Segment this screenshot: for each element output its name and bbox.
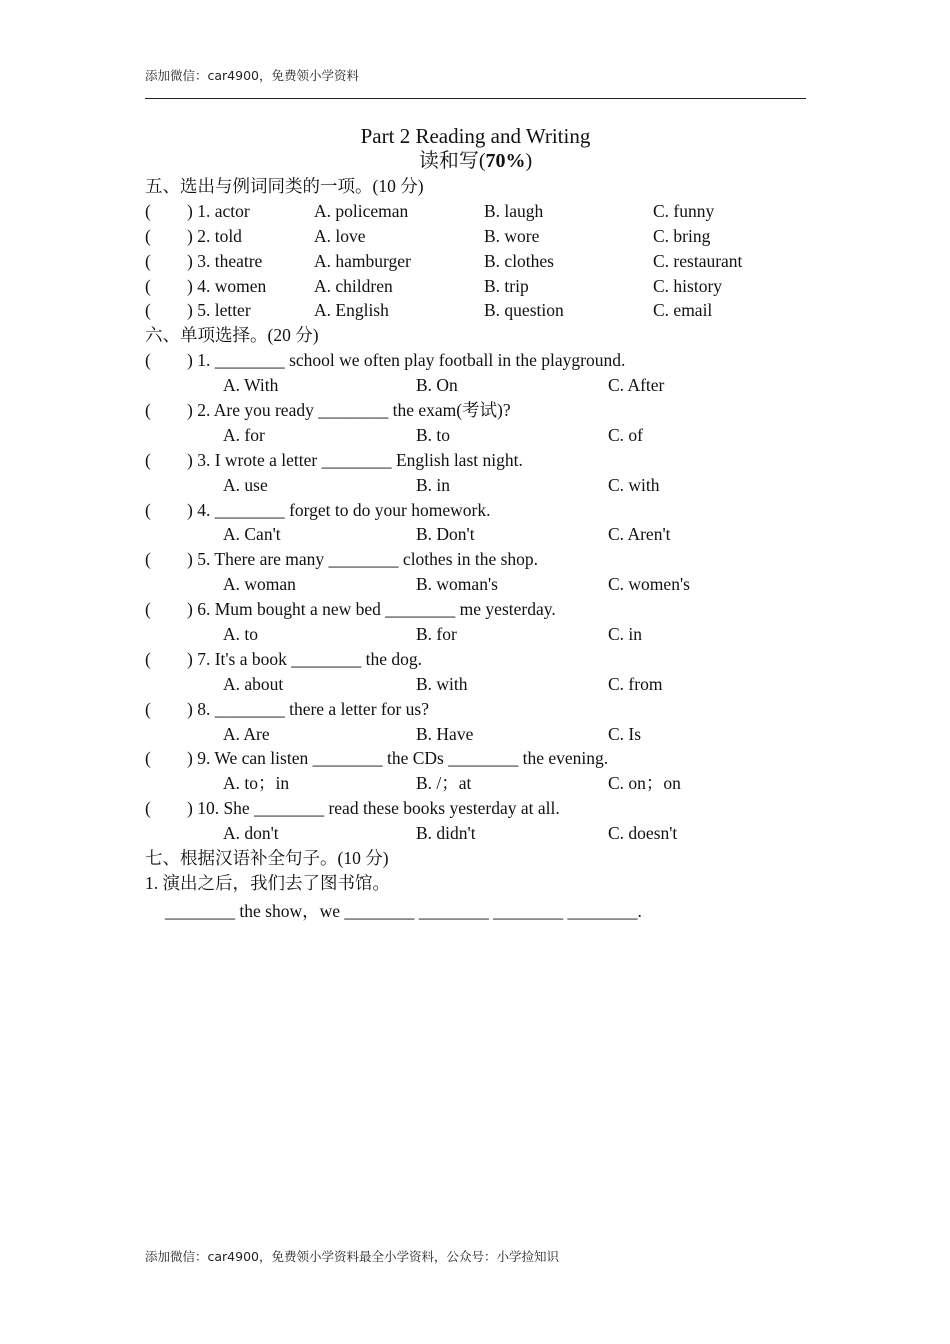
- page-subtitle: [145, 149, 806, 174]
- option-c: C. Aren't: [608, 524, 671, 545]
- question-text: ) 2. Are you ready ________ the exam(考试)?: [187, 400, 511, 421]
- option-c: C. of: [608, 424, 643, 445]
- answer-paren: (: [145, 400, 151, 421]
- section6-heading: 六、单项选择。(20 分): [145, 325, 319, 346]
- question-word: ) 3. theatre: [187, 250, 263, 271]
- option-a: A. policeman: [314, 200, 409, 221]
- option-b: B. woman's: [416, 574, 498, 595]
- option-c: C. restaurant: [653, 250, 743, 271]
- section6-options: [145, 622, 806, 647]
- option-a: A. don't: [223, 823, 279, 844]
- section6-options: [145, 722, 806, 747]
- answer-paren: (: [145, 748, 151, 769]
- option-c: C. in: [608, 624, 643, 645]
- section5-item: [145, 224, 806, 249]
- option-b: B. didn't: [416, 823, 476, 844]
- answer-paren: (: [145, 250, 151, 271]
- page-title: Part 2 Reading and Writing: [360, 124, 591, 148]
- option-c: C. Is: [608, 723, 642, 744]
- option-c: C. bring: [653, 225, 711, 246]
- worksheet-content: [145, 124, 806, 923]
- option-a: A. Can't: [223, 524, 281, 545]
- answer-paren: (: [145, 225, 151, 246]
- subtitle-suffix: ): [525, 150, 533, 172]
- option-b: B. question: [484, 300, 564, 321]
- section6-question: [145, 647, 806, 672]
- section5-item: [145, 298, 806, 323]
- question-text: ) 4. ________ forget to do your homework.: [187, 499, 491, 520]
- question-text: ) 5. There are many ________ clothes in the shop.: [187, 549, 539, 570]
- section6-options: [145, 572, 806, 597]
- option-a: A. hamburger: [314, 250, 411, 271]
- answer-paren: (: [145, 798, 151, 819]
- option-b: B. in: [416, 474, 451, 495]
- question-text: ) 9. We can listen ________ the CDs ________ the evening.: [187, 748, 609, 769]
- section5-heading: 五、选出与例词同类的一项。(10 分): [145, 176, 424, 196]
- section7-item-prompt: 1. 演出之后，我们去了图书馆。: [145, 872, 390, 893]
- subtitle-percent: 70%: [485, 150, 526, 172]
- option-c: C. history: [653, 275, 723, 296]
- section6-options: [145, 821, 806, 846]
- option-a: A. about: [223, 673, 284, 694]
- option-a: A. children: [314, 275, 393, 296]
- answer-paren: (: [145, 648, 151, 669]
- section7-item-answer: ________ the show，we ________ ________ ________ ________.: [165, 900, 642, 921]
- section6-options: [145, 672, 806, 697]
- header-note: 添加微信：car4900，免费领小学资料: [145, 68, 359, 83]
- option-b: B. clothes: [484, 250, 554, 271]
- section6-question: [145, 398, 806, 423]
- option-a: A. to；in: [223, 773, 290, 794]
- option-a: A. With: [223, 375, 279, 396]
- option-c: C. email: [653, 300, 713, 321]
- section6-question: [145, 348, 806, 373]
- section5-item: [145, 249, 806, 274]
- section5-item: [145, 199, 806, 224]
- question-text: ) 6. Mum bought a new bed ________ me yesterday.: [187, 599, 556, 620]
- answer-paren: (: [145, 698, 151, 719]
- question-text: ) 8. ________ there a letter for us?: [187, 698, 430, 719]
- option-a: A. to: [223, 624, 258, 645]
- section7-heading: 七、根据汉语补全句子。(10 分): [145, 848, 389, 869]
- option-a: A. use: [223, 474, 268, 495]
- option-c: C. doesn't: [608, 823, 678, 844]
- option-b: B. with: [416, 673, 468, 694]
- answer-paren: (: [145, 350, 151, 371]
- subtitle-prefix: 读和写(: [418, 150, 486, 172]
- option-c: C. After: [608, 375, 665, 396]
- option-a: A. love: [314, 225, 366, 246]
- option-c: C. with: [608, 474, 660, 495]
- option-c: C. on；on: [608, 773, 681, 794]
- question-text: ) 10. She ________ read these books yesterday at all.: [187, 798, 560, 819]
- answer-paren: (: [145, 300, 151, 321]
- option-a: A. Are: [223, 723, 270, 744]
- section6-options: [145, 373, 806, 398]
- option-b: B. laugh: [484, 200, 544, 221]
- option-b: B. /；at: [416, 773, 472, 794]
- option-b: B. Have: [416, 723, 474, 744]
- section6-question: [145, 796, 806, 821]
- answer-paren: (: [145, 549, 151, 570]
- question-text: ) 7. It's a book ________ the dog.: [187, 648, 423, 669]
- option-b: B. Don't: [416, 524, 475, 545]
- section6-options: [145, 771, 806, 796]
- answer-paren: (: [145, 275, 151, 296]
- section5-list: [145, 199, 806, 323]
- section5-item: [145, 274, 806, 299]
- section6-options: [145, 522, 806, 547]
- header-divider: [145, 98, 806, 99]
- question-word: ) 5. letter: [187, 300, 251, 321]
- section6-question: [145, 597, 806, 622]
- section6-question: [145, 547, 806, 572]
- answer-paren: (: [145, 499, 151, 520]
- option-c: C. funny: [653, 200, 715, 221]
- section6-question: [145, 448, 806, 473]
- option-b: B. trip: [484, 275, 529, 296]
- section6-question: [145, 697, 806, 722]
- answer-paren: (: [145, 200, 151, 221]
- section6-question: [145, 498, 806, 523]
- answer-paren: (: [145, 599, 151, 620]
- section6-options: [145, 473, 806, 498]
- option-b: B. wore: [484, 225, 540, 246]
- option-a: A. English: [314, 300, 389, 321]
- question-text: ) 1. ________ school we often play football in the playground.: [187, 350, 626, 371]
- question-text: ) 3. I wrote a letter ________ English last night.: [187, 449, 523, 470]
- answer-paren: (: [145, 449, 151, 470]
- option-a: A. for: [223, 424, 265, 445]
- option-c: C. women's: [608, 574, 690, 595]
- option-b: B. On: [416, 375, 458, 396]
- question-word: ) 1. actor: [187, 200, 250, 221]
- question-word: ) 2. told: [187, 225, 242, 246]
- section6-options: [145, 423, 806, 448]
- option-b: B. to: [416, 424, 451, 445]
- option-c: C. from: [608, 673, 663, 694]
- footer-note: 添加微信：car4900，免费领小学资料最全小学资料，公众号：小学捡知识: [145, 1249, 559, 1264]
- question-word: ) 4. women: [187, 275, 267, 296]
- section6-question: [145, 746, 806, 771]
- option-b: B. for: [416, 624, 457, 645]
- option-a: A. woman: [223, 574, 296, 595]
- section6-list: [145, 348, 806, 846]
